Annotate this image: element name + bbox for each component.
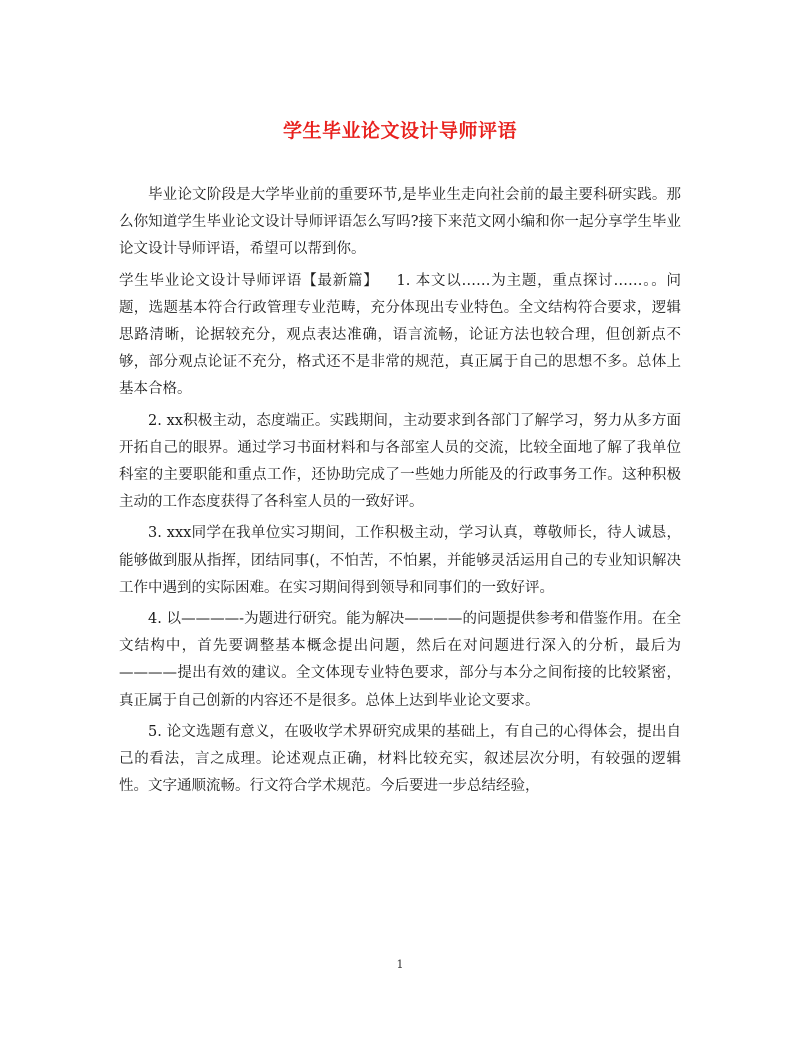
page-title: 学生毕业论文设计导师评语 — [282, 120, 517, 142]
comment-item-5: 5. 论文选题有意义，在吸收学术界研究成果的基础上，有自己的心得体会，提出自己的看法，言之成理。论述观点正确，材料比较充实，叙述层次分明，有较强的逻辑性。文字通顺流畅。行文符合学术规范。今后要进一步总结经验， — [119, 723, 681, 795]
comment-item-2: 2. xx积极主动，态度端正。实践期间，主动要求到各部门了解学习，努力从多方面开拓自己的眼界。通过学习书面材料和与各部室人员的交流，比较全面地了解了我单位科室的主要职能和重点工作，还协助完成了一些她力所能及的行政事务工作。这种积极主动的工作态度获得了各科室人员的一致好评。 — [119, 412, 681, 511]
comment-item-1: 1. 本文以……为主题，重点探讨……。。问题，选题基本符合行政管理专业范畴，充分体现出专业特色。全文结构符合要求，逻辑思路清晰，论据较充分，观点表达准确，语言流畅，论证方法也较合理，但创新点不够，部分观点论证不充分，格式还不是非常的规范，真正属于自己的思想不多。总体上基本合格。 — [119, 272, 681, 398]
page-number: 1 — [396, 958, 404, 971]
comment-item-4: 4. 以————-为题进行研究。能为解决————的问题提供参考和借鉴作用。在全文结构中，首先要调整基本概念提出问题，然后在对问题进行深入的分析，最后为————提出有效的建议。全文体现专业特色要求，部分与本分之间衔接的比较紧密，真正属于自己创新的内容还不是很多。总体上达到毕业论文要求。 — [119, 611, 681, 709]
comment-item-3: 3. xxx同学在我单位实习期间，工作积极主动，学习认真，尊敬师长，待人诚恳，能够做到服从指挥，团结同事(，不怕苦，不怕累，并能够灵活运用自己的专业知识解决工作中遇到的实际困难。在实习期间得到领导和同事们的一致好评。 — [119, 525, 681, 596]
intro-paragraph: 毕业论文阶段是大学毕业前的重要环节,是毕业生走向社会前的最主要科研实践。那么你知道学生毕业论文设计导师评语怎么写吗?接下来范文网小编和你一起分享学生毕业论文设计导师评语，希望可以帮到你。 — [119, 187, 681, 258]
section-heading: 学生毕业论文设计导师评语【最新篇】 — [119, 272, 379, 289]
document-body — [119, 182, 681, 804]
section-paragraph — [119, 268, 681, 404]
